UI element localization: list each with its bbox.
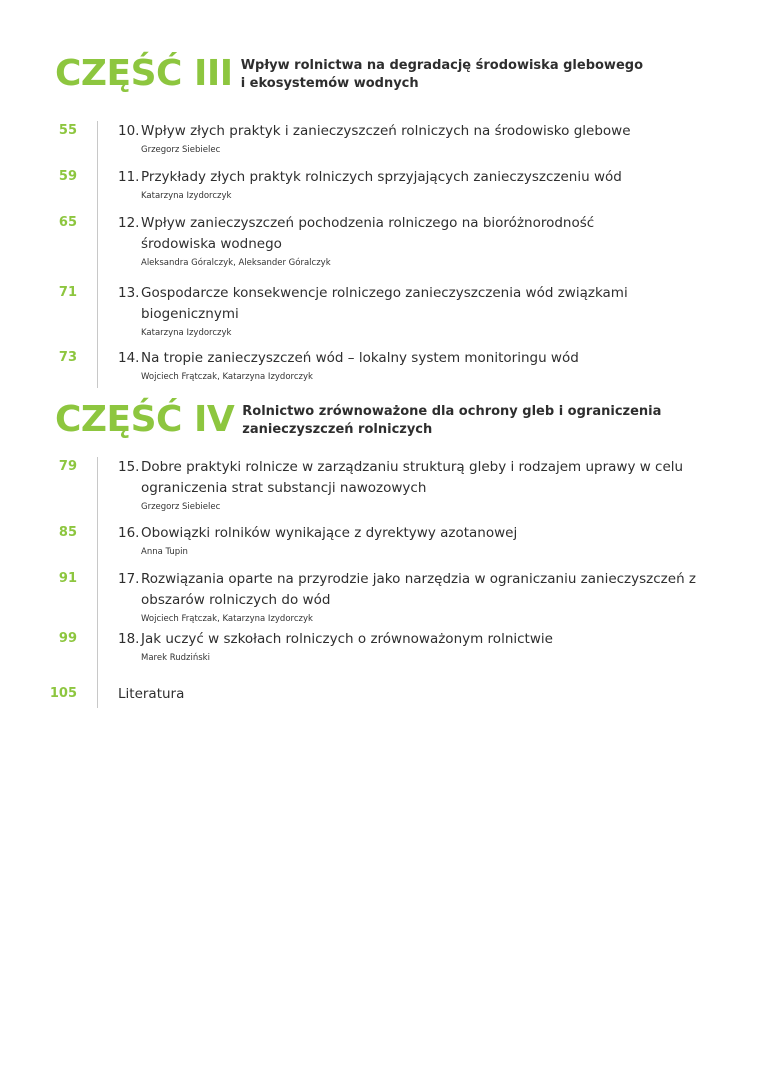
entry-body <box>97 457 698 523</box>
entry-title <box>118 121 698 142</box>
entry-title <box>118 213 698 255</box>
entry-author: Katarzyna Izydorczyk <box>141 328 232 338</box>
page-number: 55 <box>58 123 77 138</box>
toc-part-iv <box>0 457 764 708</box>
entry-title <box>118 167 698 188</box>
toc-entry[interactable] <box>0 348 764 388</box>
page-number: 73 <box>58 350 77 365</box>
part-title <box>241 57 661 93</box>
toc-entry[interactable] <box>0 283 764 348</box>
entry-number: 11. <box>118 169 140 185</box>
entry-number: 13. <box>118 285 140 301</box>
entry-title <box>118 457 698 499</box>
entry-author: Marek Rudziński <box>141 653 210 663</box>
entry-text: Jak uczyć w szkołach rolniczych o zrównoważonym rolnictwie <box>141 631 553 647</box>
page-number: 79 <box>58 459 77 474</box>
entry-number: 14. <box>118 350 140 366</box>
entry-text: Wpływ złych praktyk i zanieczyszczeń rolniczych na środowisko glebowe <box>141 123 631 139</box>
toc-entry-literature[interactable] <box>0 684 764 708</box>
part-title-line: Wpływ rolnictwa na degradację środowiska glebowego <box>240 58 643 73</box>
entry-text: Przykłady złych praktyk rolniczych sprzyjających zanieczyszczeniu wód <box>141 169 622 185</box>
entry-text: Rozwiązania oparte na przyrodzie jako narzędzia w ograniczaniu zanieczyszczeń z obszarów rolniczych do wód <box>141 571 697 608</box>
entry-body <box>97 283 698 348</box>
entry-number: 16. <box>118 525 140 541</box>
entry-number: 10. <box>118 123 140 139</box>
part-iv-header <box>55 400 662 440</box>
entry-title <box>118 348 698 369</box>
entry-body <box>97 213 698 283</box>
entry-body <box>97 167 698 213</box>
part-title-line: zanieczyszczeń rolniczych <box>242 422 433 437</box>
entry-author: Wojciech Frątczak, Katarzyna Izydorczyk <box>141 614 313 624</box>
part-iii-header <box>55 54 661 94</box>
page-number: 91 <box>58 571 77 586</box>
part-label: CZĘŚĆ IV <box>55 399 235 440</box>
entry-author: Katarzyna Izydorczyk <box>141 191 232 201</box>
toc-entry[interactable] <box>0 167 764 213</box>
page-number: 71 <box>58 285 77 300</box>
entry-body <box>97 121 698 167</box>
entry-title <box>118 569 698 611</box>
entry-number: 18. <box>118 631 140 647</box>
entry-number: 17. <box>118 571 140 587</box>
part-title-line: Rolnictwo zrównoważone dla ochrony gleb i ograniczenia <box>242 404 662 419</box>
entry-title <box>118 523 698 544</box>
toc-entry[interactable] <box>0 569 764 629</box>
toc-part-iii <box>0 121 764 388</box>
page-number: 65 <box>58 215 77 230</box>
toc-entry[interactable] <box>0 629 764 684</box>
toc-entry[interactable] <box>0 523 764 569</box>
part-label: CZĘŚĆ III <box>55 53 233 94</box>
page-number: 105 <box>49 686 77 701</box>
entry-author: Anna Tupin <box>141 547 188 557</box>
entry-body <box>97 569 698 629</box>
entry-body <box>97 684 698 708</box>
entry-number: 15. <box>118 459 140 475</box>
entry-number: 12. <box>118 215 140 231</box>
toc-entry[interactable] <box>0 457 764 523</box>
entry-author: Grzegorz Siebielec <box>141 502 221 512</box>
entry-text: Gospodarcze konsekwencje rolniczego zanieczyszczenia wód związkami biogenicznymi <box>141 285 628 322</box>
toc-entry[interactable] <box>0 213 764 283</box>
entry-text: Obowiązki rolników wynikające z dyrektywy azotanowej <box>141 525 518 541</box>
entry-title: Literatura <box>118 686 185 702</box>
entry-text: Wpływ zanieczyszczeń pochodzenia rolniczego na bioróżnorodność środowiska wodnego <box>141 215 595 252</box>
entry-author: Wojciech Frątczak, Katarzyna Izydorczyk <box>141 372 313 382</box>
entry-body <box>97 523 698 569</box>
part-title <box>242 403 662 439</box>
page-number: 85 <box>58 525 77 540</box>
entry-title <box>118 283 698 325</box>
entry-author: Grzegorz Siebielec <box>141 145 221 155</box>
entry-body <box>97 348 698 388</box>
page-number: 99 <box>58 631 77 646</box>
entry-author: Aleksandra Góralczyk, Aleksander Góralczyk <box>141 258 331 268</box>
entry-title <box>118 629 698 650</box>
part-title-line: i ekosystemów wodnych <box>240 76 419 91</box>
entry-text: Dobre praktyki rolnicze w zarządzaniu strukturą gleby i rodzajem uprawy w celu ograniczenia strat substancji nawozowych <box>141 459 684 496</box>
page-number: 59 <box>58 169 77 184</box>
entry-body <box>97 629 698 684</box>
entry-text: Na tropie zanieczyszczeń wód – lokalny system monitoringu wód <box>141 350 579 366</box>
toc-entry[interactable] <box>0 121 764 167</box>
